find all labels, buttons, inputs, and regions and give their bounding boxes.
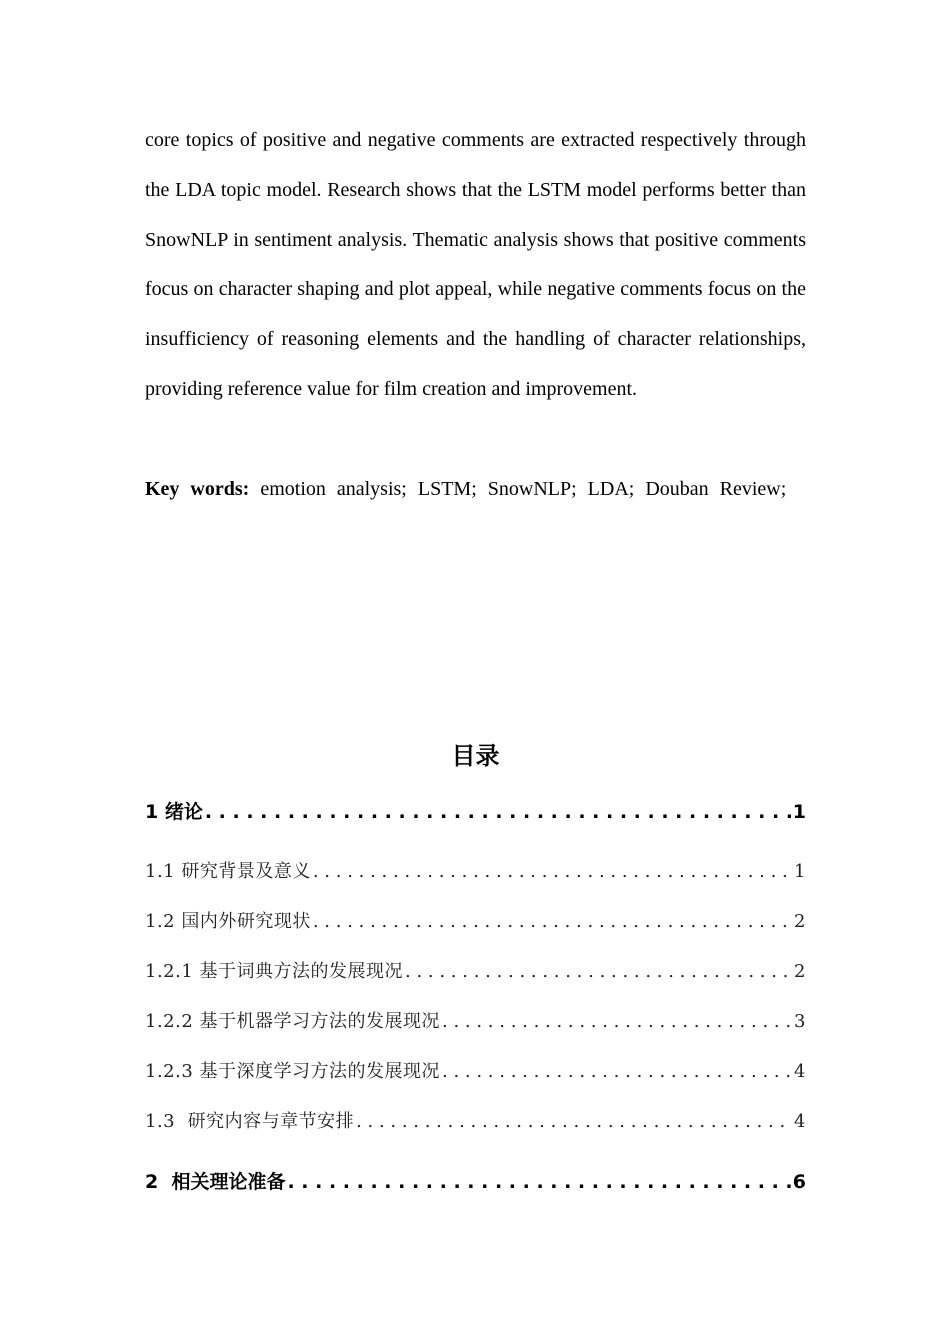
toc-entry-page: 4 xyxy=(794,1061,806,1082)
toc-entry-label: 1.3 研究内容与章节安排 xyxy=(145,1111,355,1132)
toc-entry-page: 3 xyxy=(794,1011,806,1032)
toc-entry[interactable] xyxy=(145,794,806,844)
toc-entry-label: 1.2.3 基于深度学习方法的发展现况 xyxy=(145,1061,441,1082)
toc-entry-label: 1.2.1 基于词典方法的发展现况 xyxy=(145,961,404,982)
toc-entry-label: 1 绪论 xyxy=(145,801,203,823)
toc-leader-dots xyxy=(205,794,791,830)
toc-leader-dots xyxy=(313,854,792,890)
toc-entry-page: 4 xyxy=(794,1111,806,1132)
toc-entry[interactable] xyxy=(145,1004,806,1054)
toc-entry[interactable] xyxy=(145,904,806,954)
keywords-paragraph xyxy=(145,465,806,515)
toc-leader-dots xyxy=(442,1004,792,1040)
toc-entry-page: 2 xyxy=(794,911,806,932)
toc-entry-label: 1.2.2 基于机器学习方法的发展现况 xyxy=(145,1011,441,1032)
toc-entry-page: 1 xyxy=(794,861,806,882)
keywords-label: Key words: xyxy=(145,477,250,500)
toc-entry-label: 1.1 研究背景及意义 xyxy=(145,861,311,882)
toc-leader-dots xyxy=(442,1054,792,1090)
toc-leader-dots xyxy=(287,1164,790,1200)
toc-entry-page: 6 xyxy=(792,1171,806,1193)
toc-entry-label: 2 相关理论准备 xyxy=(145,1171,286,1193)
document-page xyxy=(145,116,806,1193)
toc-entry-page: 1 xyxy=(792,801,806,823)
toc-entry[interactable] xyxy=(145,1104,806,1154)
toc-leader-dots xyxy=(356,1104,792,1140)
table-of-contents xyxy=(145,794,806,1214)
abstract-paragraph: core topics of positive and negative comments are extracted respectively through the LDA topic model. Research shows that the LSTM model performs better than SnowNLP in sentiment analysis. Thematic analysis shows that positive comments focus on character shaping and plot appeal, while negative comments focus on the insufficiency of reasoning elements and the handling of character relationships, providing reference value for film creation and improvement. xyxy=(145,129,806,400)
toc-entry[interactable] xyxy=(145,854,806,904)
toc-title: 目录 xyxy=(451,742,500,770)
toc-entry-label: 1.2 国内外研究现状 xyxy=(145,911,311,932)
keywords-text: emotion analysis; LSTM; SnowNLP; LDA; Douban Review; xyxy=(260,477,787,500)
toc-entry-page: 2 xyxy=(794,961,806,982)
toc-entry[interactable] xyxy=(145,1164,806,1214)
toc-entry[interactable] xyxy=(145,1054,806,1104)
toc-leader-dots xyxy=(405,954,792,990)
toc-leader-dots xyxy=(313,904,792,940)
toc-entry[interactable] xyxy=(145,954,806,1004)
